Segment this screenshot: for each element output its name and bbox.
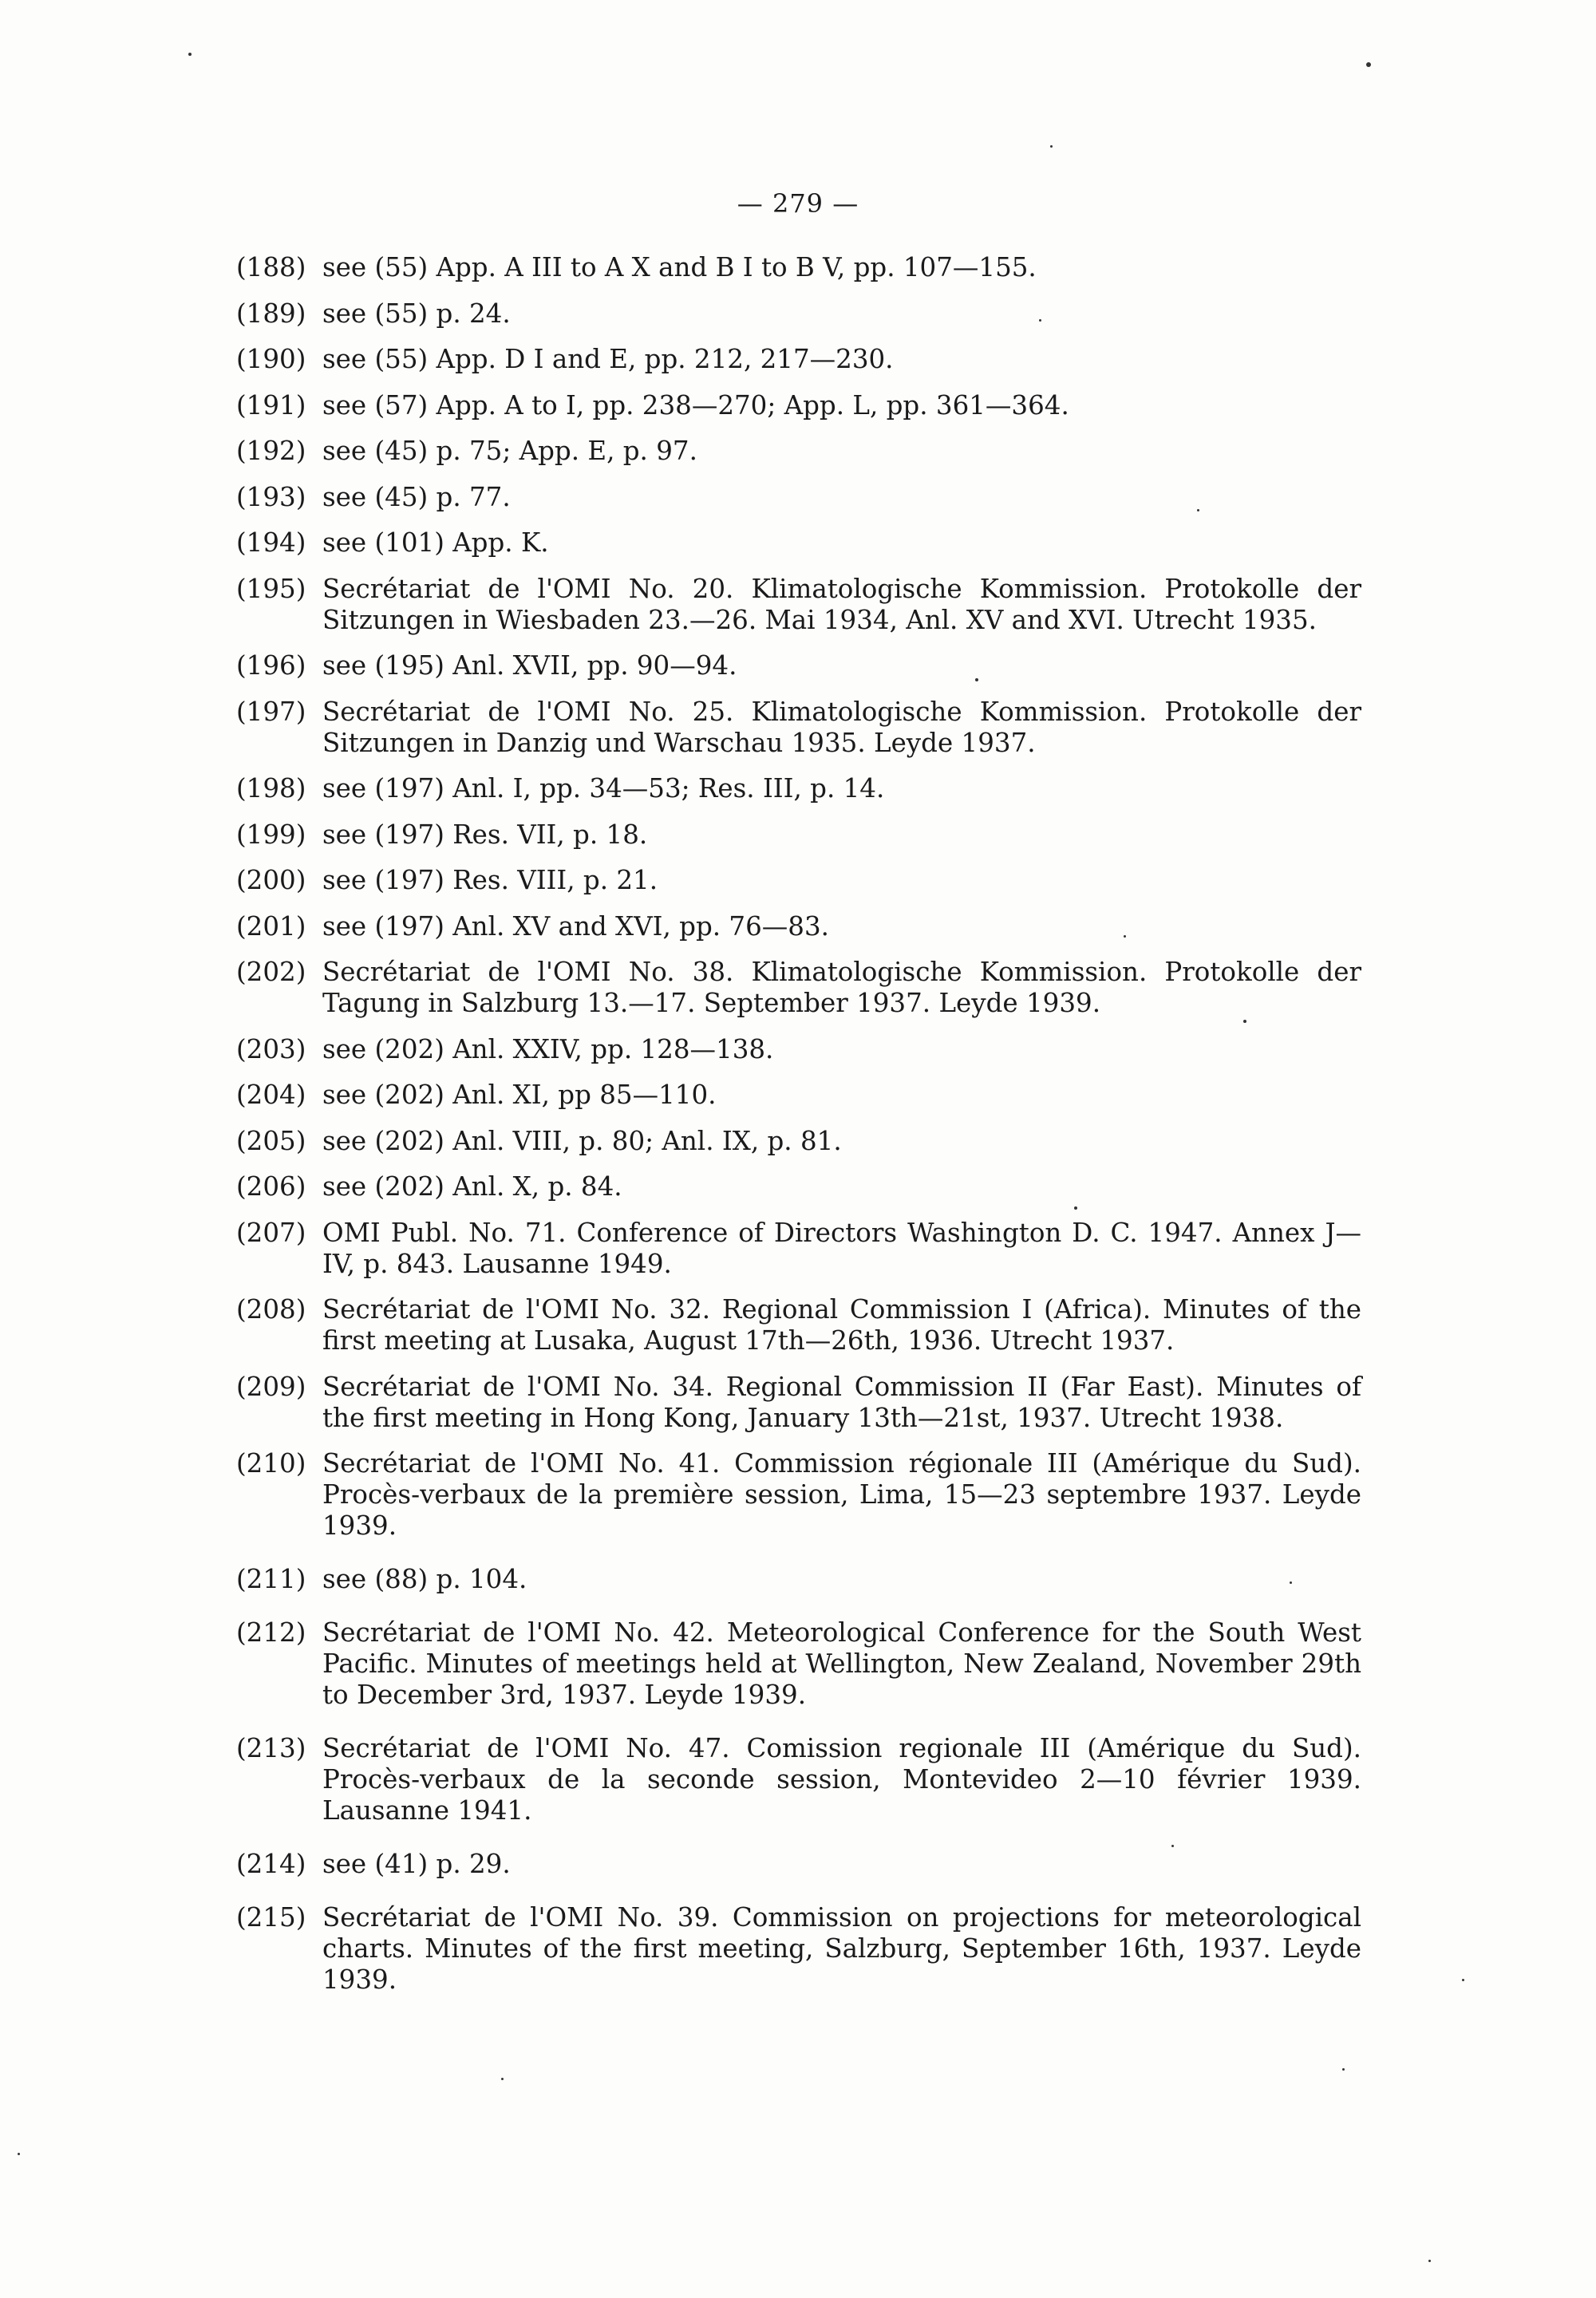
- reference-item: [236, 1294, 1361, 1356]
- reference-number: (197): [236, 696, 306, 727]
- scan-speck: [18, 2153, 20, 2155]
- reference-item: [236, 482, 1361, 513]
- reference-number: (211): [236, 1564, 306, 1594]
- reference-list: [236, 252, 1361, 2011]
- reference-item: [236, 252, 1361, 283]
- reference-text: Secrétariat de l'OMI No. 47. Comission regionale III (Amérique du Sud). Procès-verbaux de la seconde session, Montevideo 2—10 février 1939. Lausanne 1941.: [322, 1733, 1361, 1826]
- reference-number: (198): [236, 773, 306, 804]
- reference-item: [236, 298, 1361, 330]
- reference-item: [236, 957, 1361, 1019]
- reference-item: [236, 819, 1361, 851]
- reference-item: [236, 527, 1361, 559]
- reference-number: (209): [236, 1371, 306, 1402]
- reference-text: see (55) App. A III to A X and B I to B V, pp. 107—155.: [322, 252, 1037, 282]
- reference-number: (199): [236, 819, 306, 850]
- reference-text: Secrétariat de l'OMI No. 32. Regional Commission I (Africa). Minutes of the first meeting at Lusaka, August 17th—26th, 1936. Utrecht 1937.: [322, 1294, 1361, 1356]
- reference-text: see (45) p. 75; App. E, p. 97.: [322, 436, 697, 466]
- reference-number: (203): [236, 1033, 306, 1064]
- reference-text: Secrétariat de l'OMI No. 25. Klimatologische Kommission. Protokolle der Sitzungen in Danzig und Warschau 1935. Leyde 1937.: [322, 696, 1361, 758]
- scan-speck: [188, 53, 192, 56]
- reference-text: OMI Publ. No. 71. Conference of Directors Washington D. C. 1947. Annex J—IV, p. 843. Lausanne 1949.: [322, 1217, 1361, 1279]
- reference-number: (192): [236, 436, 306, 466]
- reference-item: [236, 574, 1361, 636]
- reference-number: (207): [236, 1217, 306, 1248]
- reference-text: Secrétariat de l'OMI No. 39. Commission on projections for meteorological charts. Minutes of the first meeting, Salzburg, September 16th, 1937. Leyde 1939.: [322, 1902, 1361, 1995]
- scan-speck: [1171, 1845, 1174, 1847]
- reference-text: Secrétariat de l'OMI No. 42. Meteorological Conference for the South West Pacific. Minutes of meetings held at Wellington, New Zealand, November 29th to December 3rd, 1937. Leyde 1939.: [322, 1617, 1361, 1710]
- reference-number: (201): [236, 910, 306, 942]
- reference-number: (205): [236, 1125, 306, 1156]
- reference-text: Secrétariat de l'OMI No. 38. Klimatologische Kommission. Protokolle der Tagung in Salzburg 13.—17. September 1937. Leyde 1939.: [322, 957, 1361, 1018]
- reference-text: Secrétariat de l'OMI No. 20. Klimatologische Kommission. Protokolle der Sitzungen in Wiesbaden 23.—26. Mai 1934, Anl. XV and XVI. Utrecht 1935.: [322, 573, 1361, 635]
- reference-text: see (45) p. 77.: [322, 481, 511, 512]
- reference-number: (191): [236, 389, 306, 421]
- reference-text: Secrétariat de l'OMI No. 41. Commission régionale III (Amérique du Sud). Procès-verbaux de la première session, Lima, 15—23 septembre 1937. Leyde 1939.: [322, 1448, 1361, 1541]
- reference-item: [236, 1564, 1361, 1595]
- reference-item: [236, 1448, 1361, 1542]
- reference-text: see (197) Anl. XV and XVI, pp. 76—83.: [322, 910, 829, 942]
- scan-speck: [1462, 1979, 1464, 1981]
- reference-number: (214): [236, 1849, 306, 1879]
- reference-text: see (41) p. 29.: [322, 1849, 511, 1879]
- reference-text: see (202) Anl. X, p. 84.: [322, 1171, 622, 1202]
- reference-item: [236, 650, 1361, 681]
- reference-item: [236, 390, 1361, 421]
- reference-text: see (202) Anl. XI, pp 85—110.: [322, 1080, 717, 1110]
- reference-item: [236, 1902, 1361, 1996]
- reference-text: see (195) Anl. XVII, pp. 90—94.: [322, 650, 737, 681]
- reference-item: [236, 1171, 1361, 1202]
- reference-text: see (57) App. A to I, pp. 238—270; App. L, pp. 361—364.: [322, 389, 1069, 421]
- scan-speck: [1243, 1020, 1246, 1023]
- reference-text: see (197) Res. VIII, p. 21.: [322, 865, 658, 895]
- scan-speck: [1050, 145, 1053, 148]
- reference-text: see (88) p. 104.: [322, 1564, 527, 1594]
- reference-number: (200): [236, 865, 306, 895]
- reference-item: [236, 1218, 1361, 1280]
- reference-item: [236, 1080, 1361, 1111]
- reference-number: (206): [236, 1171, 306, 1202]
- reference-item: [236, 773, 1361, 804]
- reference-number: (195): [236, 573, 306, 604]
- scan-speck: [1290, 1581, 1292, 1584]
- reference-text: see (202) Anl. XXIV, pp. 128—138.: [322, 1033, 774, 1064]
- reference-item: [236, 1372, 1361, 1434]
- reference-item: [236, 344, 1361, 375]
- reference-number: (190): [236, 344, 306, 374]
- reference-text: see (197) Res. VII, p. 18.: [322, 819, 648, 850]
- reference-text: see (55) p. 24.: [322, 298, 511, 329]
- reference-number: (196): [236, 650, 306, 681]
- reference-item: [236, 1617, 1361, 1711]
- reference-number: (208): [236, 1294, 306, 1325]
- scan-speck: [975, 678, 978, 681]
- scan-speck: [1039, 319, 1041, 322]
- reference-text: Secrétariat de l'OMI No. 34. Regional Commission II (Far East). Minutes of the first meeting in Hong Kong, January 13th—21st, 1937. Utrecht 1938.: [322, 1371, 1361, 1433]
- reference-item: [236, 911, 1361, 942]
- reference-item: [236, 697, 1361, 759]
- reference-number: (212): [236, 1617, 306, 1648]
- reference-number: (188): [236, 252, 306, 282]
- reference-number: (213): [236, 1733, 306, 1763]
- reference-item: [236, 1034, 1361, 1065]
- scan-speck: [1124, 935, 1126, 938]
- reference-number: (204): [236, 1080, 306, 1110]
- scan-speck: [1366, 62, 1371, 67]
- reference-number: (193): [236, 481, 306, 512]
- reference-text: see (55) App. D I and E, pp. 212, 217—230.: [322, 344, 894, 374]
- reference-item: [236, 1126, 1361, 1157]
- scan-speck: [1428, 2260, 1431, 2262]
- scan-speck: [1197, 509, 1199, 511]
- reference-item: [236, 1849, 1361, 1880]
- reference-number: (194): [236, 527, 306, 558]
- reference-number: (210): [236, 1448, 306, 1479]
- reference-number: (215): [236, 1902, 306, 1933]
- reference-item: [236, 1733, 1361, 1826]
- page-number: — 279 —: [737, 188, 859, 219]
- reference-text: see (202) Anl. VIII, p. 80; Anl. IX, p. 81.: [322, 1125, 842, 1156]
- reference-item: [236, 865, 1361, 896]
- scan-speck: [1074, 1206, 1077, 1210]
- reference-text: see (101) App. K.: [322, 527, 549, 558]
- reference-item: [236, 436, 1361, 467]
- scan-speck: [501, 2078, 504, 2080]
- reference-number: (202): [236, 957, 306, 987]
- reference-number: (189): [236, 298, 306, 329]
- scan-speck: [1342, 2068, 1345, 2071]
- reference-text: see (197) Anl. I, pp. 34—53; Res. III, p. 14.: [322, 773, 885, 804]
